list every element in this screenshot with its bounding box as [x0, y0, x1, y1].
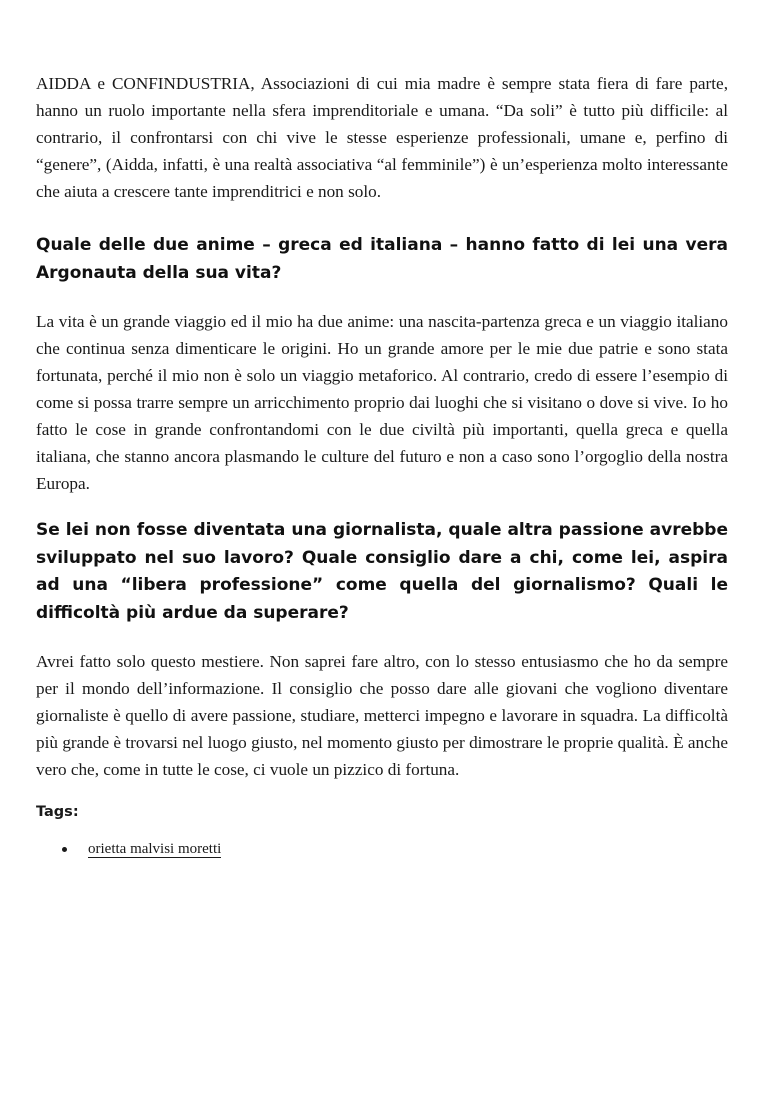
interview-question: Quale delle due anime – greca ed italiana – hanno fatto di lei una vera Argonauta della sua vita? [36, 235, 728, 283]
bullet-icon [62, 847, 67, 852]
tag-link[interactable]: orietta malvisi moretti [88, 841, 222, 857]
interview-question: Se lei non fosse diventata una giornalista, quale altra passione avrebbe sviluppato nel suo lavoro? Quale consiglio dare a chi, come lei, aspira ad una “libera professione” come quella del giornalismo? Quali le difficoltà più ardue da superare? [36, 520, 728, 623]
tags-list [36, 838, 728, 860]
tag-item [62, 838, 728, 860]
answer-paragraph: Avrei fatto solo questo mestiere. Non saprei fare altro, con lo stesso entusiasmo che ho da sempre per il mondo dell’informazione. Il consiglio che posso dare alle giovani che vogliono diventare giornaliste è quello di avere passione, studiare, metterci impegno e lavorare in squadra. La difficoltà più grande è trovarsi nel luogo giusto, nel momento giusto per dimostrare le proprie qualità. È anche vero che, come in tutte le cose, ci vuole un pizzico di fortuna. [36, 652, 728, 779]
article-body [36, 70, 728, 860]
answer-paragraph: AIDDA e CONFINDUSTRIA, Associazioni di cui mia madre è sempre stata fiera di fare parte, hanno un ruolo importante nella sfera imprenditoriale e umana. “Da soli” è tutto più difficile: al contrario, il confrontarsi con chi vive le stesse esperienze professionali, umane e, perfino di “genere”, (Aidda, infatti, è una realtà associativa “al femminile”) è un’esperienza molto interessante che aiuta a crescere tante imprenditrici e non solo. [36, 74, 728, 201]
answer-paragraph: La vita è un grande viaggio ed il mio ha due anime: una nascita-partenza greca e un viaggio italiano che continua senza dimenticare le origini. Ho un grande amore per le mie due patrie e sono stata fortunata, perché il mio non è solo un viaggio metaforico. Al contrario, credo di essere l’esempio di come si possa trarre sempre un arricchimento proprio dai luoghi che si visitano o dove si vive. Io ho fatto le cose in grande confrontandomi con le due civiltà più importanti, quella greca e quella italiana, che stanno ancora plasmando le culture del futuro e non a caso sono l’orgoglio della nostra Europa. [36, 312, 728, 493]
tags-label: Tags: [36, 804, 79, 820]
